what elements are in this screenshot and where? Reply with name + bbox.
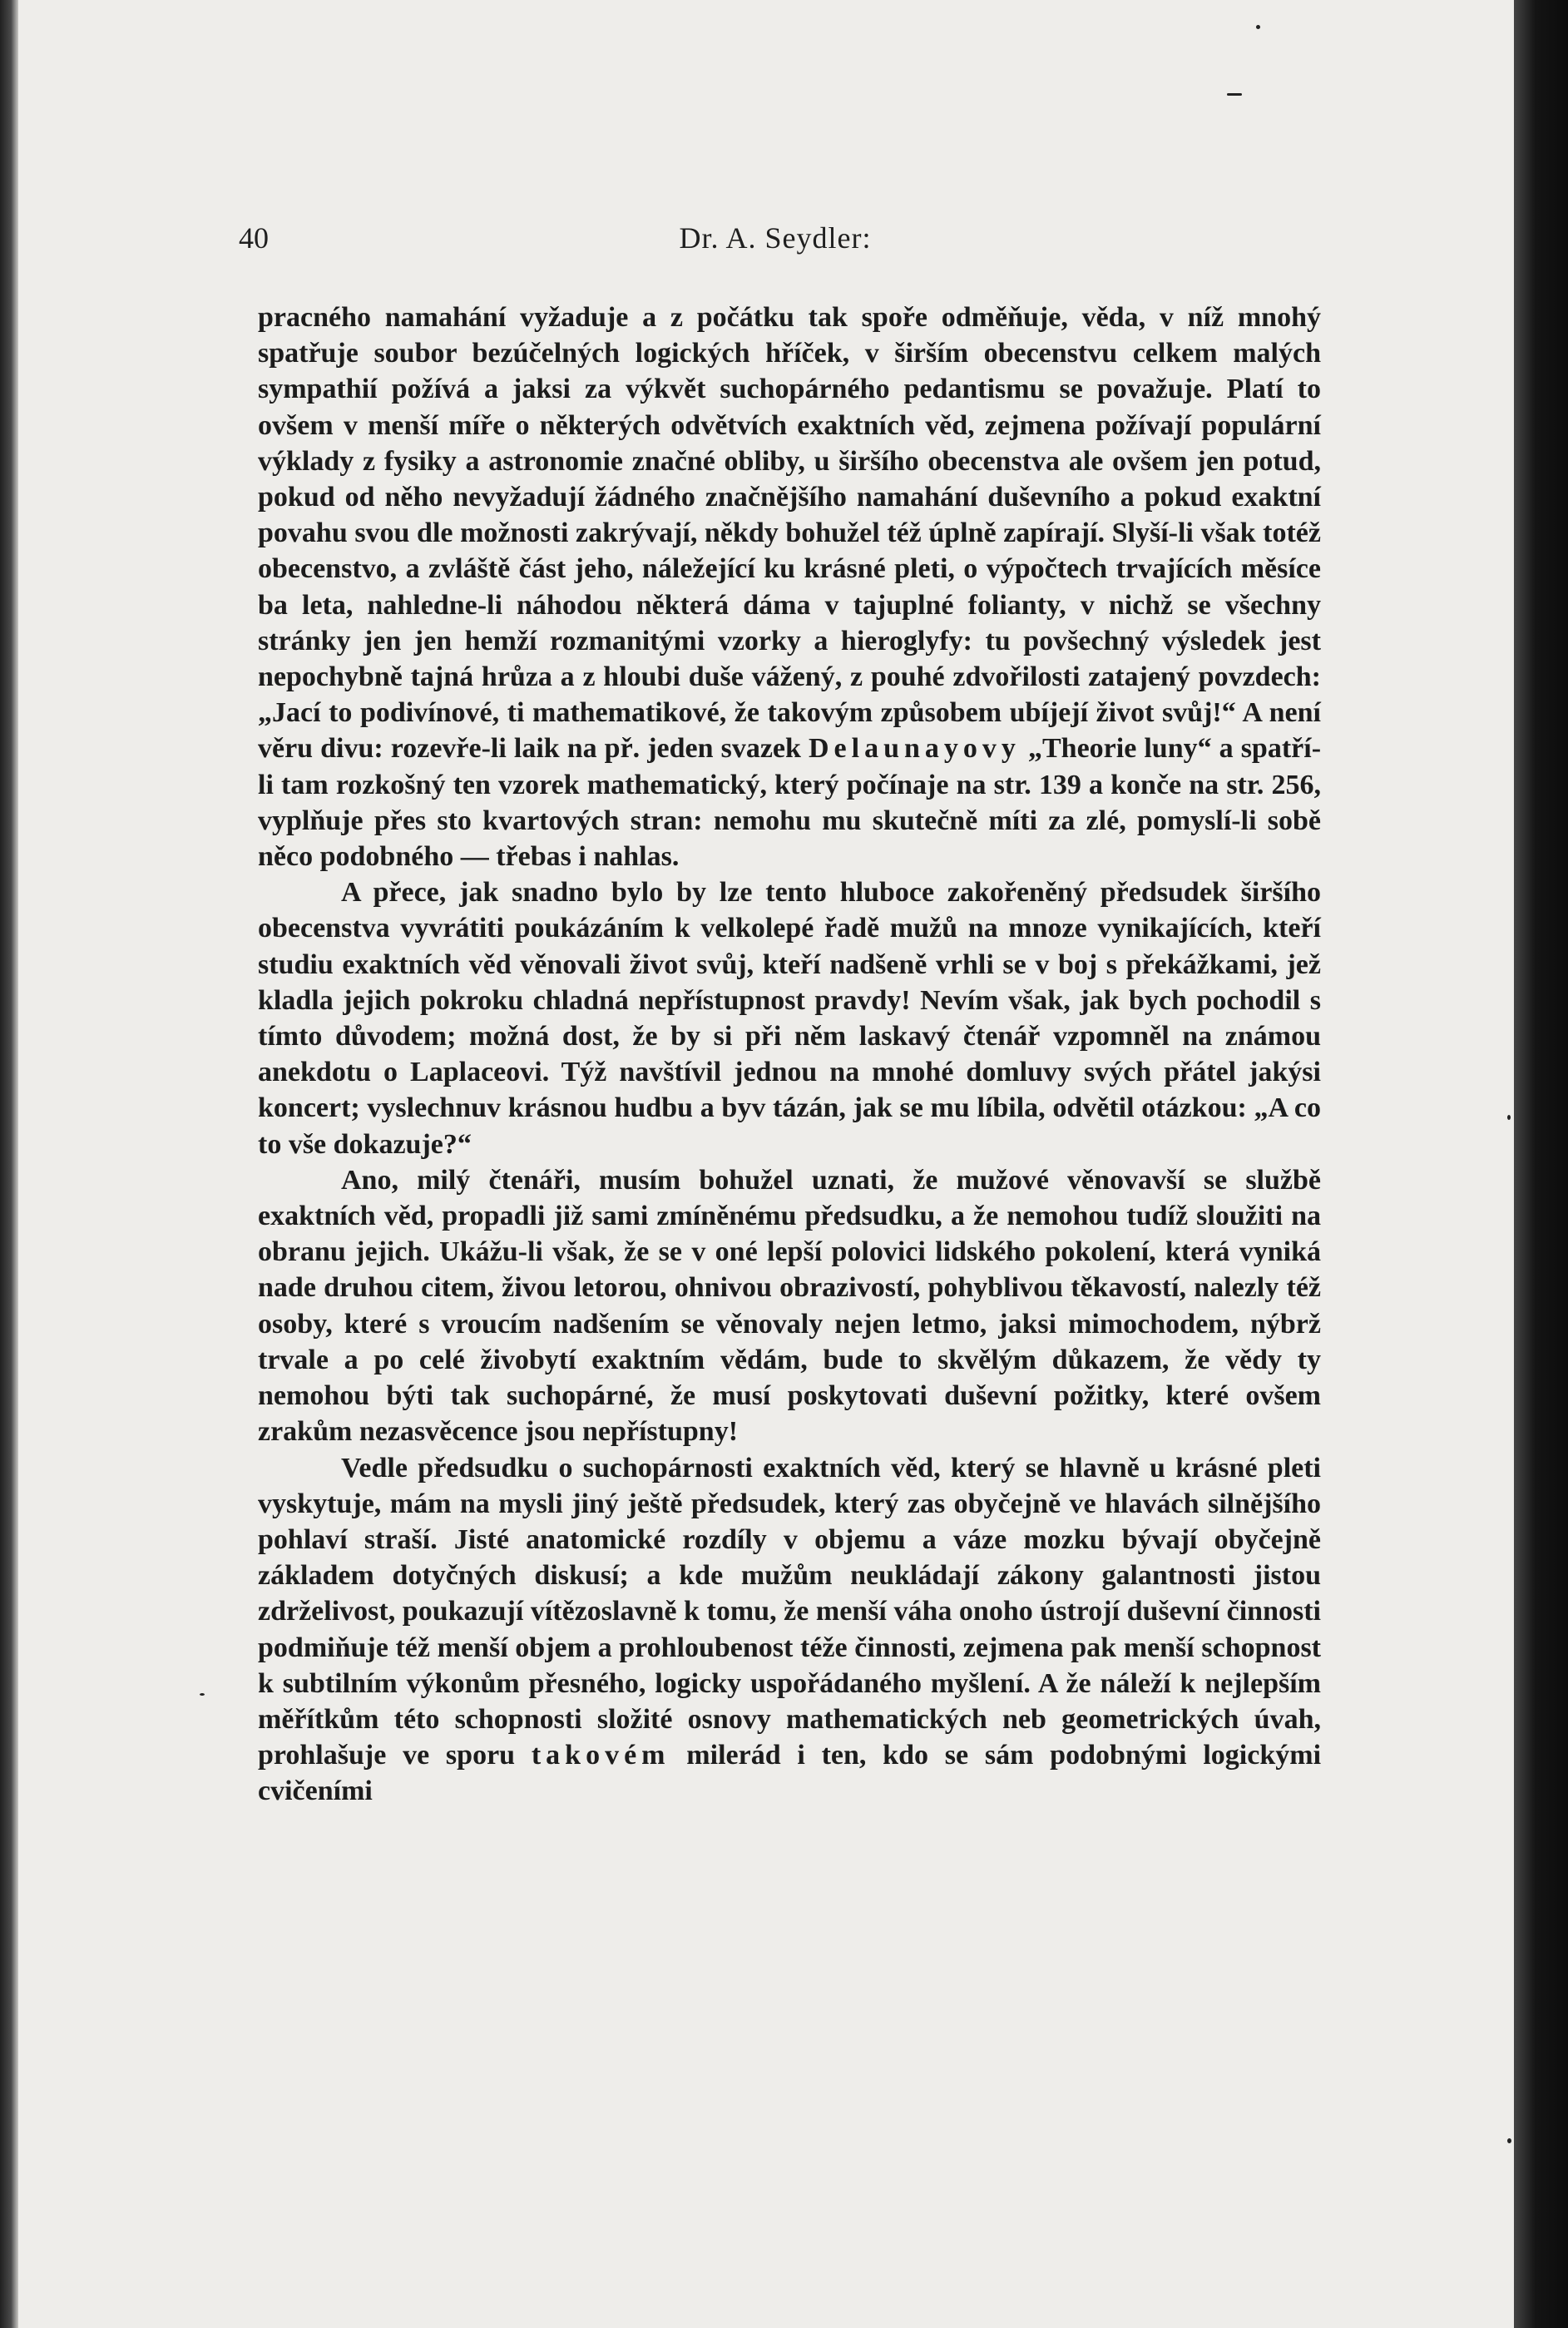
- paragraph-4: Vedle předsudku o suchopárnosti exaktních věd, který se hlavně u krásné pleti vyskytuje, mám na mysli jiný ještě předsudek, který zas obyčejně ve hlavách silnějšího pohlaví straší. Jisté anatomické rozdíly v objemu a váze mozku bývají obyčejně základem dotyčných diskusí; a kde mužům neukládají zákony galantnosti jistou zdrželivost, poukazují vítězoslavně k tomu, že menší váha onoho ústrojí duševní činnosti podmiňuje též menší objem a prohloubenost téže činnosti, zejmena pak menší schopnost k subtilním výkonům přesného, logicky uspořádaného myšlení. A že náleží k nejlepším měřítkům této schopnosti složité osnovy mathematických neb geometrických úvah, prohlašuje ve sporu takovém milerád i ten, kdo se sám podobnými logickými cvičeními: [258, 1452, 1322, 1807]
- page-header: [239, 220, 1312, 262]
- spaced-name: Delaunayovy: [809, 733, 1021, 765]
- paragraph-1: pracného namahání vyžaduje a z počátku tak spoře odměňuje, věda, v níž mnohý spatřuje soubor bezúčelných logických hříček, v širším obecenstvu celkem malých sympathií požívá a jaksi za výkvět suchopárného pedantismu se považuje. Platí to ovšem v menší míře o některých odvětvích exaktních věd, zejmena požívají populární výklady z fysiky a astronomie značné obliby, u širšího obecenstva ale ovšem jen potud, pokud od něho nevyžadují žádného značnějšího namahání duševního a pokud exaktní povahu svou dle možnosti zakrývají, někdy bohužel též úplně zapírají. Slyší-li však totéž obecenstvo, a zvláště část jeho, náležející ku krásné pleti, o výpočtech trvajících měsíce ba leta, nahledne-li náhodou některá dáma v tajuplné folianty, v nichž se všechny stránky jen jen hemží rozmanitými vzorky a hieroglyfy: tu povšechný výsledek jest nepochybně tajná hrůza a z hloubi duše vážený, z pouhé zdvořilosti zatajený povzdech: „Jací to podivínové, ti mathematikové, že takovým způsobem ubíjejí život svůj!“ A není věru divu: rozevře-li laik na př. jeden svazek Delaunayovy „Theorie luny“ a spatří-li tam rozkošný ten vzorek mathematický, který počínaje na str. 139 a konče na str. 256, vyplňuje přes sto kvartových stran: nemohu mu skutečně míti za zlé, pomyslí-li sobě něco podobného — třebas i nahlas.: [258, 302, 1322, 873]
- print-speck: [1227, 93, 1242, 96]
- print-speck: [1256, 25, 1260, 29]
- page-number: 40: [239, 221, 269, 255]
- page-edge-shadow: [1514, 0, 1568, 2328]
- spaced-word: takovém: [531, 1740, 670, 1771]
- paragraph-2: A přece, jak snadno bylo by lze tento hluboce zakořeněný předsudek širšího obecenstva vyvrátiti poukázáním k velkolepé řadě mužů na mnoze vynikajících, kteří studiu exaktních věd věnovali život svůj, kteří nadšeně vrhli se v boj s překážkami, jež kladla jejich pokroku chladná nepřístupnost pravdy! Nevím však, jak bych pochodil s tímto důvodem; možná dost, že by si při něm laskavý čtenář vzpomněl na známou anekdotu o Laplaceovi. Týž navštívil jednou na mnohé domluvy svých přátel jakýsi koncert; vyslechnuv krásnou hudbu a byv tázán, jak se mu líbila, odvětil otázkou: „A co to vše dokazuje?“: [258, 877, 1321, 1160]
- running-head: Dr. A. Seydler:: [679, 221, 872, 255]
- paragraph-3: Ano, milý čtenáři, musím bohužel uznati, že mužové věnovavší se službě exaktních věd, propadli již sami zmíněnému předsudku, a že nemohou tudíž sloužiti na obranu jejich. Ukážu-li však, že se v oné lepší polovici lidského pokolení, která vyniká nade druhou citem, živou letorou, ohnivou obrazivostí, pohyblivou těkavostí, nalezly též osoby, které s vroucím nadšením se věnovaly nejen letmo, jaksi mimochodem, nýbrž trvale a po celé živobytí exaktním vědám, bude to skvělým důkazem, že vědy ty nemohou býti tak suchopárné, že musí poskytovati duševní požitky, které ovšem zrakům nezasvěcence jsou nepřístupny!: [258, 1164, 1321, 1448]
- body-text: [258, 300, 1321, 1810]
- print-speck: [1507, 1115, 1511, 1120]
- print-speck: [1507, 2138, 1511, 2143]
- print-speck: [200, 1693, 205, 1696]
- book-spine-shadow: [0, 0, 18, 2328]
